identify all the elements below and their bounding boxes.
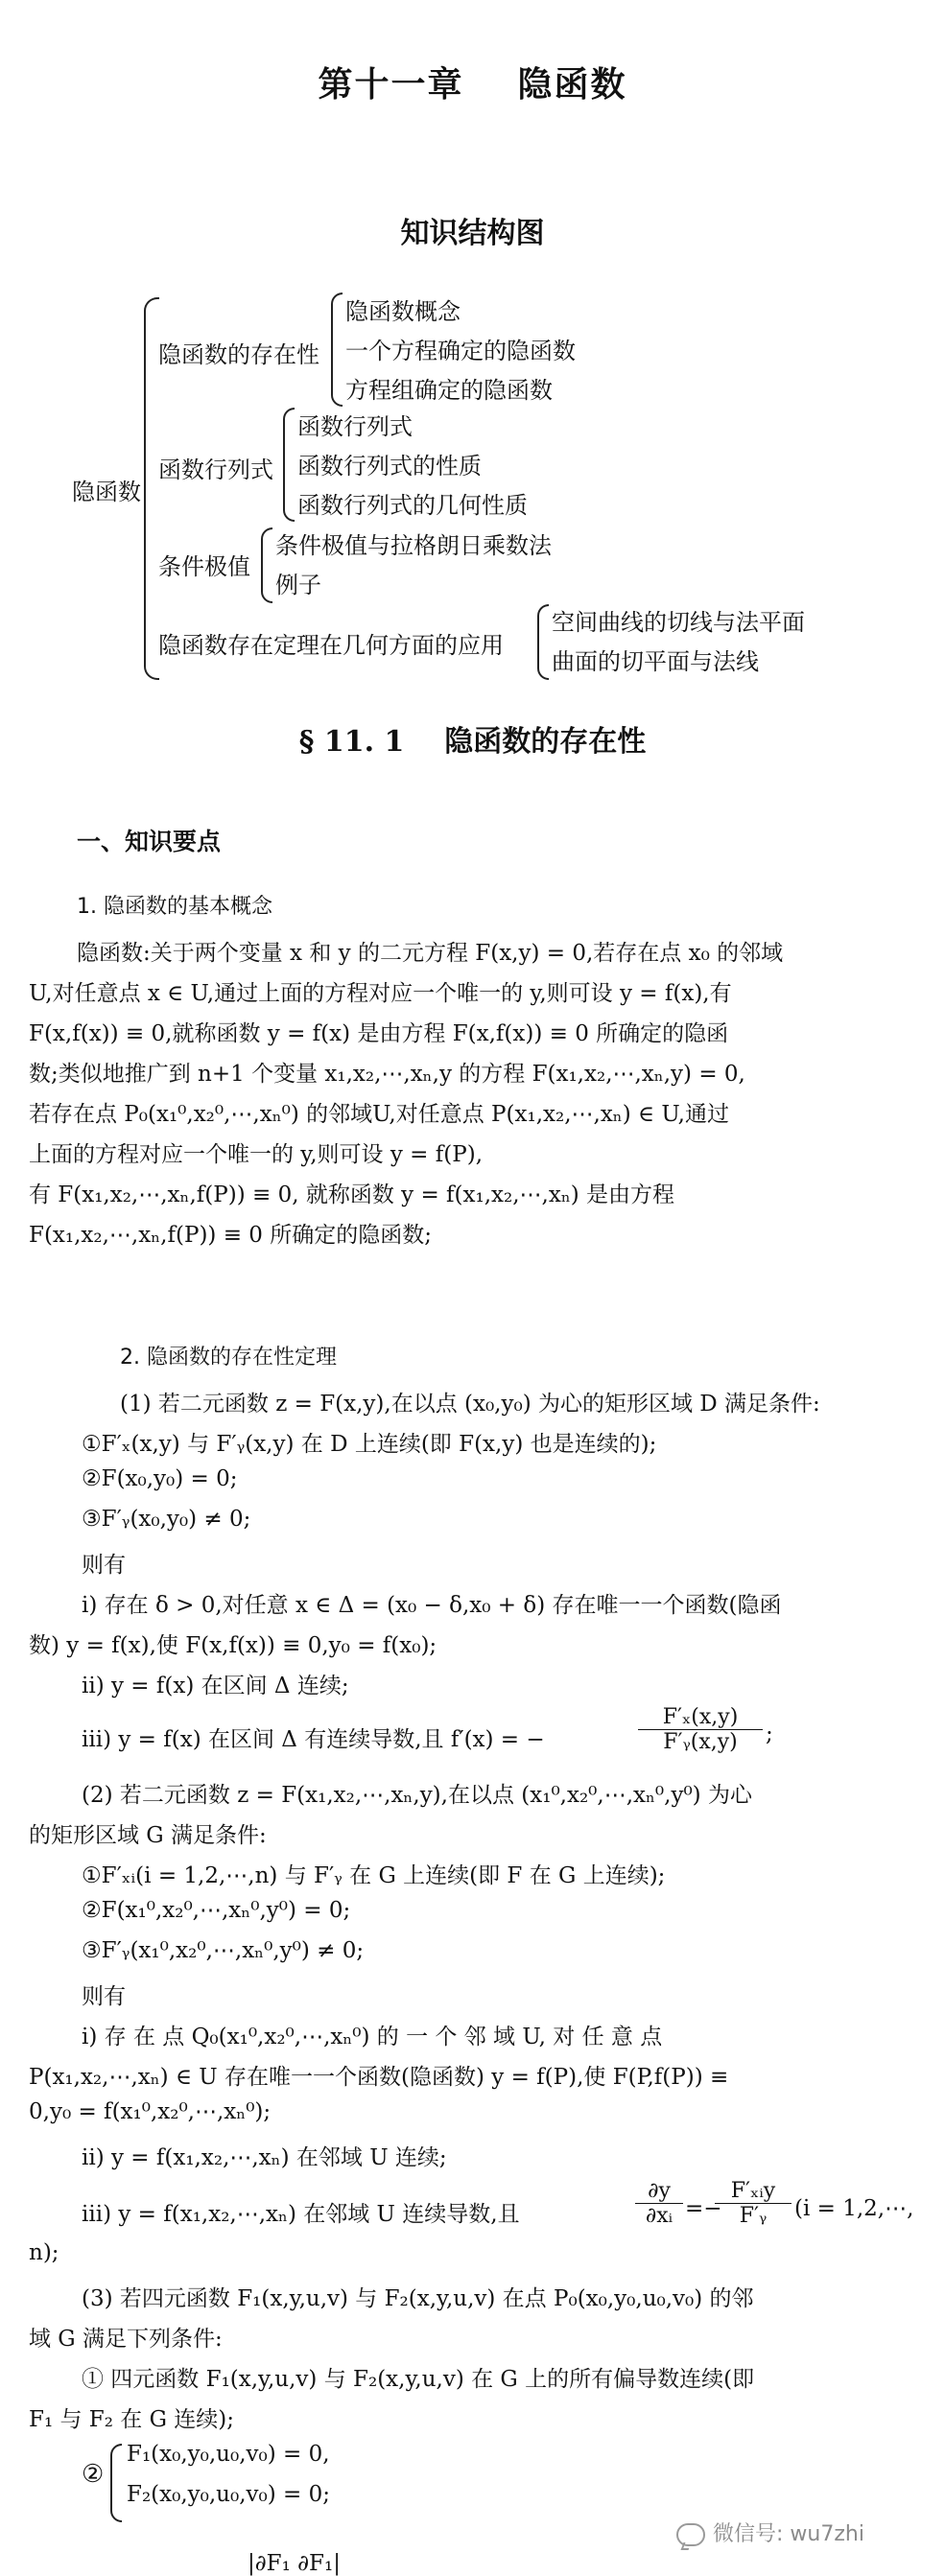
system-brace	[110, 2444, 122, 2522]
subheading-theorem: 2. 隐函数的存在性定理	[120, 1346, 337, 1370]
text-line: 隐函数:关于两个变量 x 和 y 的二元方程 F(x,y) = 0,若存在点 x₀ 的邻域	[77, 941, 784, 966]
text-line: n);	[29, 2240, 59, 2265]
text-line: 域 G 满足下列条件:	[29, 2327, 223, 2352]
tree-leaf: 函数行列式的性质	[297, 453, 482, 480]
tree-branch-determinant: 函数行列式	[158, 457, 273, 483]
equals-minus: =−	[685, 2196, 722, 2221]
fraction-numerator: ∂y	[648, 2179, 671, 2203]
chat-bubble-icon	[676, 2523, 705, 2546]
text-line: F(x,f(x)) ≡ 0,就称函数 y = f(x) 是由方程 F(x,f(x)) ≡ 0 所确定的隐函	[29, 1021, 729, 1046]
text-line: F₁ 与 F₂ 在 G 连续);	[29, 2407, 235, 2432]
text-line: 则有	[82, 1553, 126, 1578]
chapter-heading	[0, 58, 945, 106]
tree-leaf: 一个方程确定的隐函数	[345, 338, 576, 364]
tree-branch-existence: 隐函数的存在性	[158, 341, 319, 368]
text-line: F₁(x₀,y₀,u₀,v₀) = 0,	[127, 2442, 330, 2467]
text-line: (1) 若二元函数 z = F(x,y),在以点 (x₀,y₀) 为心的矩形区域 D 满足条件:	[120, 1392, 820, 1417]
text-line: P(x₁,x₂,⋯,xₙ) ∈ U 存在唯一一个函数(隐函数) y = f(P),使 F(P,f(P)) ≡	[29, 2065, 729, 2090]
text-line: 数;类似地推广到 n+1 个变量 x₁,x₂,⋯,xₙ,y 的方程 F(x₁,x₂,⋯,xₙ,y) = 0,	[29, 1062, 745, 1087]
text-line: U,对任意点 x ∈ U,通过上面的方程对应一个唯一的 y,则可设 y = f(x),有	[29, 981, 732, 1006]
text-line: F₂(x₀,y₀,u₀,v₀) = 0;	[127, 2482, 330, 2507]
watermark-text: 微信号: wu7zhi	[713, 2522, 864, 2546]
subheading-concept: 1. 隐函数的基本概念	[77, 895, 272, 919]
section-heading	[0, 717, 945, 760]
text-line: iii) y = f(x₁,x₂,⋯,xₙ) 在邻域 U 连续导数,且	[82, 2202, 520, 2227]
fraction-denominator: ∂xᵢ	[635, 2203, 683, 2228]
fraction-denominator: F′ᵧ(x,y)	[638, 1729, 763, 1754]
text-line: i) 存在 δ > 0,对任意 x ∈ Δ = (x₀ − δ,x₀ + δ) 存在唯一一个函数(隐函	[82, 1593, 782, 1618]
partial-cutoff: |∂F₁ ∂F₁|	[248, 2551, 341, 2576]
text-line: F(x₁,x₂,⋯,xₙ,f(P)) ≡ 0 所确定的隐函数;	[29, 1223, 432, 1248]
tree-leaf: 条件极值与拉格朗日乘数法	[275, 532, 552, 559]
text-line: (i = 1,2,⋯,	[794, 2196, 914, 2221]
tree-leaf: 曲面的切平面与法线	[552, 648, 759, 675]
text-line: ①F′ₓ(x,y) 与 F′ᵧ(x,y) 在 D 上连续(即 F(x,y) 也是连续的);	[82, 1432, 657, 1457]
text-line: ②F(x₀,y₀) = 0;	[82, 1466, 238, 1491]
tree-leaf: 隐函数概念	[345, 298, 461, 325]
fraction-numerator: F′ₓᵢy	[730, 2179, 776, 2203]
derivative-fraction	[638, 1705, 763, 1754]
text-line: 的矩形区域 G 满足条件:	[29, 1823, 267, 1848]
text-line: ③F′ᵧ(x₁⁰,x₂⁰,⋯,xₙ⁰,y⁰) ≠ 0;	[82, 1938, 365, 1963]
text-line: i) 存 在 点 Q₀(x₁⁰,x₂⁰,⋯,xₙ⁰) 的 一 个 邻 域 U, 对 任 意 点	[82, 2025, 663, 2049]
tree-branch-extremum: 条件极值	[158, 553, 250, 580]
branch-brace	[283, 408, 295, 522]
tree-leaf: 方程组确定的隐函数	[345, 377, 553, 404]
tree-branch-geometry: 隐函数存在定理在几何方面的应用	[158, 632, 504, 659]
text-line: ① 四元函数 F₁(x,y,u,v) 与 F₂(x,y,u,v) 在 G 上的所有偏导数连续(即	[82, 2367, 755, 2392]
text-line: ①F′ₓᵢ(i = 1,2,⋯,n) 与 F′ᵧ 在 G 上连续(即 F 在 G 上连续);	[82, 1863, 666, 1888]
text-line: ii) y = f(x) 在区间 Δ 连续;	[82, 1674, 349, 1698]
tree-leaf: 空间曲线的切线与法平面	[552, 609, 805, 636]
branch-brace	[537, 604, 549, 680]
tree-leaf: 函数行列式	[297, 413, 413, 440]
text-line: ②F(x₁⁰,x₂⁰,⋯,xₙ⁰,y⁰) = 0;	[82, 1898, 351, 1923]
partial-fraction-lhs	[635, 2179, 683, 2228]
text-line: 则有	[82, 1984, 126, 2009]
chapter-number: 第十一章	[318, 64, 464, 105]
tree-leaf: 函数行列式的几何性质	[297, 492, 528, 519]
condition-marker: ②	[82, 2460, 105, 2489]
semicolon: ;	[766, 1721, 773, 1746]
tree-leaf: 例子	[275, 572, 321, 598]
section-number: § 11. 1	[298, 725, 405, 759]
partial-fraction-rhs	[715, 2179, 791, 2228]
root-brace	[144, 297, 159, 680]
text-line: iii) y = f(x) 在区间 Δ 有连续导数,且 f′(x) = −	[82, 1727, 545, 1752]
text-line: ii) y = f(x₁,x₂,⋯,xₙ) 在邻域 U 连续;	[82, 2145, 447, 2170]
section-title: 隐函数的存在性	[444, 725, 647, 759]
text-line: (2) 若二元函数 z = F(x₁,x₂,⋯,xₙ,y),在以点 (x₁⁰,x₂⁰,⋯,xₙ⁰,y⁰) 为心	[82, 1783, 752, 1808]
partial-text: ∂F₁ ∂F₁	[254, 2551, 334, 2576]
branch-brace	[331, 293, 343, 407]
text-line: 数) y = f(x),使 F(x,f(x)) ≡ 0,y₀ = f(x₀);	[29, 1633, 437, 1658]
text-line: 上面的方程对应一个唯一的 y,则可设 y = f(P),	[29, 1142, 484, 1167]
branch-brace	[261, 527, 272, 603]
text-line: (3) 若四元函数 F₁(x,y,u,v) 与 F₂(x,y,u,v) 在点 P₀(x₀,y₀,u₀,v₀) 的邻	[82, 2286, 754, 2311]
text-line: ③F′ᵧ(x₀,y₀) ≠ 0;	[82, 1507, 251, 1532]
chapter-title: 隐函数	[517, 64, 627, 105]
text-line: 若存在点 P₀(x₁⁰,x₂⁰,⋯,xₙ⁰) 的邻域U,对任意点 P(x₁,x₂,⋯,xₙ) ∈ U,通过	[29, 1102, 729, 1127]
watermark	[676, 2517, 864, 2547]
part-heading: 一、知识要点	[77, 828, 222, 855]
text-line: 0,y₀ = f(x₁⁰,x₂⁰,⋯,xₙ⁰);	[29, 2099, 272, 2124]
fraction-denominator: F′ᵧ	[715, 2203, 791, 2228]
structure-title: 知识结构图	[400, 217, 545, 250]
text-line: 有 F(x₁,x₂,⋯,xₙ,f(P)) ≡ 0, 就称函数 y = f(x₁,x₂,⋯,xₙ) 是由方程	[29, 1183, 675, 1207]
tree-root: 隐函数	[72, 479, 141, 505]
fraction-numerator: F′ₓ(x,y)	[662, 1705, 739, 1729]
